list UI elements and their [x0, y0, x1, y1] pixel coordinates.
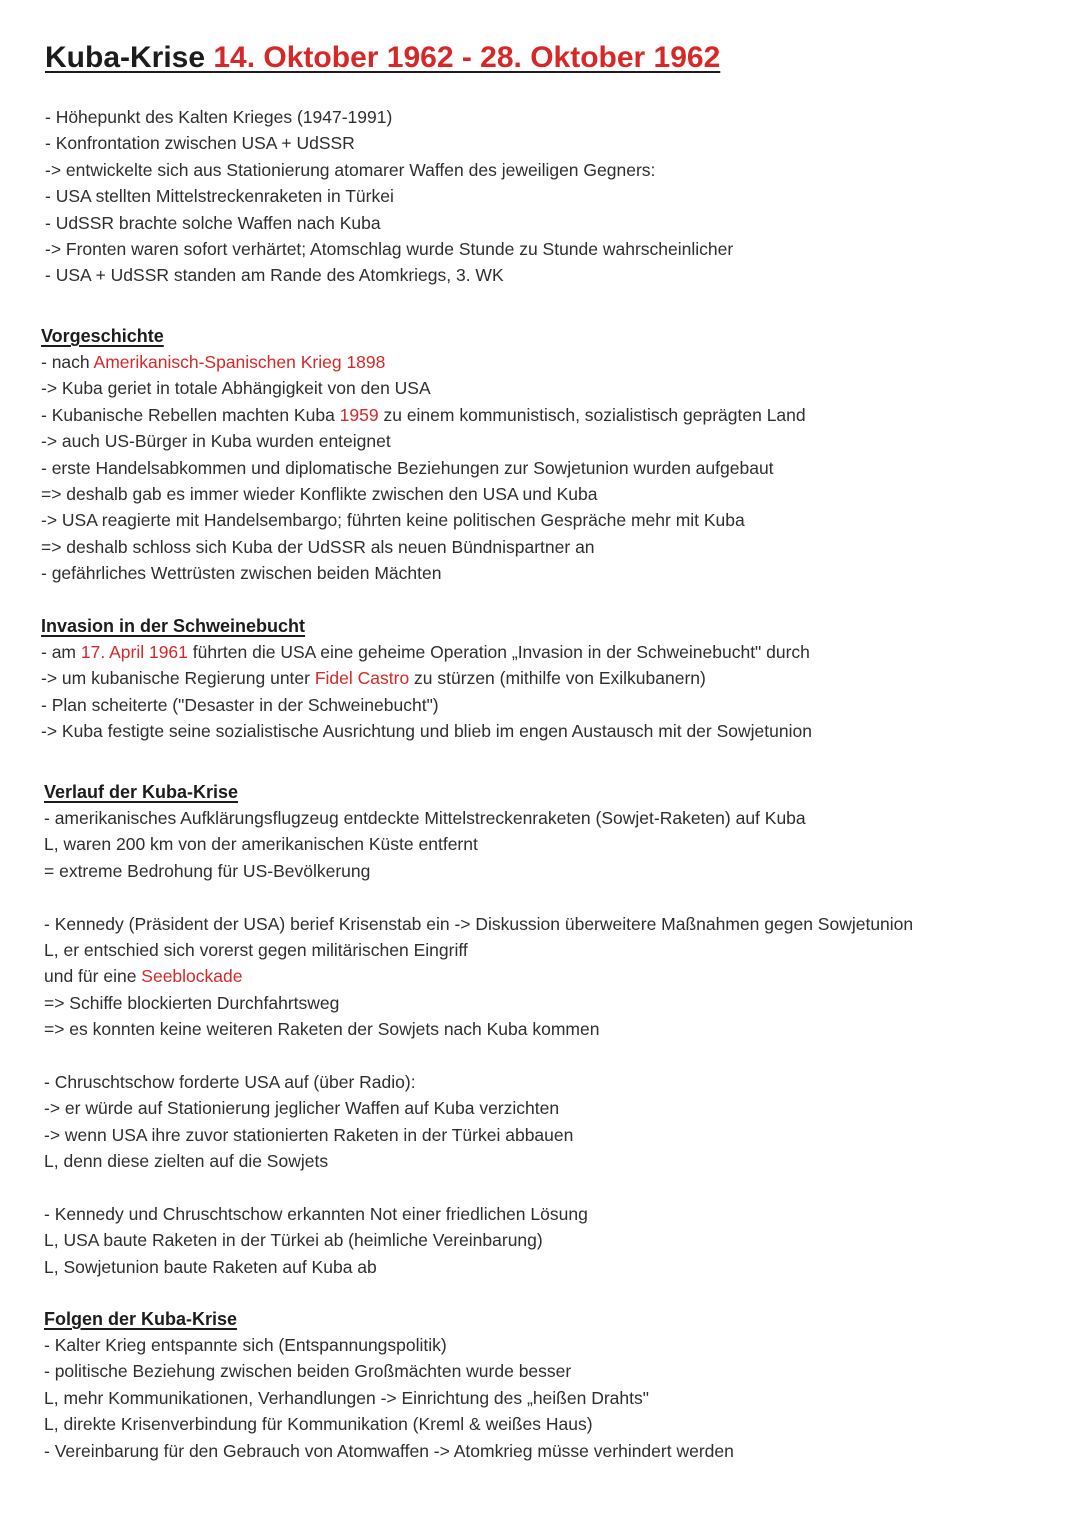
- text-line: -> auch US-Bürger in Kuba wurden enteignet: [41, 431, 391, 452]
- text-segment: - Kubanische Rebellen machten Kuba: [41, 404, 340, 425]
- text-line: L, USA baute Raketen in der Türkei ab (heimliche Vereinbarung): [44, 1230, 543, 1251]
- text-line: [41, 665, 812, 691]
- text-line: L, Sowjetunion baute Raketen auf Kuba ab: [44, 1256, 377, 1277]
- text-segment: zu einem kommunistisch, sozialistisch geprägten Land: [378, 404, 806, 425]
- section-heading-vorgeschichte: Vorgeschichte: [41, 326, 164, 346]
- text-line: -> er würde auf Stationierung jeglicher Waffen auf Kuba verzichten: [44, 1098, 560, 1119]
- text-line: [41, 639, 812, 665]
- text-line: - Kalter Krieg entspannte sich (Entspannungspolitik): [44, 1335, 447, 1355]
- text-line: [41, 402, 806, 428]
- text-line: -> wenn USA ihre zuvor stationierten Raketen in der Türkei abbauen: [44, 1124, 574, 1145]
- text-segment: - am: [41, 642, 81, 662]
- vorgeschichte-section: [41, 323, 806, 587]
- text-line: L, er entschied sich vorerst gegen militärischen Eingriff: [44, 939, 468, 960]
- text-line: [44, 963, 913, 989]
- text-line: - Plan scheiterte ("Desaster in der Schweinebucht"): [41, 694, 439, 715]
- text-line: - Vereinbarung für den Gebrauch von Atomwaffen -> Atomkrieg müsse verhindert werden: [44, 1440, 734, 1461]
- intro-line: -> entwickelte sich aus Stationierung atomarer Waffen des jeweiligen Gegners:: [45, 159, 656, 180]
- text-line: - Kennedy und Chruschtschow erkannten Not einer friedlichen Lösung: [44, 1203, 588, 1224]
- text-line: => es konnten keine weiteren Raketen der Sowjets nach Kuba kommen: [44, 1019, 600, 1040]
- intro-line: - UdSSR brachte solche Waffen nach Kuba: [45, 212, 381, 233]
- text-line: - erste Handelsabkommen und diplomatische Beziehungen zur Sowjetunion wurden aufgebaut: [41, 457, 774, 478]
- text-segment: führten die USA eine geheime Operation „Invasion in der Schweinebucht" durch: [187, 642, 810, 662]
- spacer: [44, 1043, 913, 1069]
- intro-line: - USA + UdSSR standen am Rande des Atomkriegs, 3. WK: [45, 265, 504, 286]
- text-line: - politische Beziehung zwischen beiden Großmächten wurde besser: [44, 1361, 572, 1382]
- intro-line: - USA stellten Mittelstreckenraketen in Türkei: [45, 186, 394, 207]
- section-heading-verlauf: Verlauf der Kuba-Krise: [44, 782, 239, 802]
- intro-section: [45, 104, 733, 289]
- section-heading-invasion: Invasion in der Schweinebucht: [41, 616, 306, 636]
- section-heading-folgen: Folgen der Kuba-Krise: [44, 1309, 238, 1329]
- text-line: L, denn diese zielten auf die Sowjets: [44, 1151, 329, 1172]
- spacer: [44, 884, 913, 910]
- title-main: Kuba-Krise: [45, 41, 214, 74]
- text-segment: zu stürzen (mithilfe von Exilkubanern): [409, 668, 706, 689]
- text-segment: -> um kubanische Regierung unter: [41, 668, 315, 689]
- text-line: L, waren 200 km von der amerikanischen Küste entfernt: [44, 834, 478, 855]
- text-line: -> Kuba festigte seine sozialistische Ausrichtung und blieb im engen Austausch mit der Sowjetunion: [41, 721, 812, 742]
- text-line: - Chruschtschow forderte USA auf (über Radio):: [44, 1071, 416, 1092]
- text-line: = extreme Bedrohung für US-Bevölkerung: [44, 860, 371, 881]
- title-dates: 14. Oktober 1962 - 28. Oktober 1962: [213, 41, 721, 74]
- spacer: [44, 1174, 913, 1200]
- highlight-text: Fidel Castro: [314, 668, 410, 689]
- highlight-text: 17. April 1961: [80, 642, 188, 662]
- intro-line: - Höhepunkt des Kalten Krieges (1947-1991): [45, 107, 393, 127]
- text-line: => deshalb schloss sich Kuba der UdSSR als neuen Bündnispartner an: [41, 536, 595, 557]
- text-line: L, direkte Krisenverbindung für Kommunikation (Kreml & weißes Haus): [44, 1414, 593, 1435]
- highlight-text: Seeblockade: [141, 966, 243, 987]
- text-segment: und für eine: [44, 966, 142, 987]
- highlight-text: 1959: [339, 404, 379, 425]
- invasion-section: [41, 613, 812, 745]
- text-line: - Kennedy (Präsident der USA) berief Krisenstab ein -> Diskussion überweitere Maßnahmen gegen Sowjetunion: [44, 913, 914, 934]
- intro-line: -> Fronten waren sofort verhärtet; Atomschlag wurde Stunde zu Stunde wahrscheinlicher: [45, 238, 734, 259]
- text-line: => Schiffe blockierten Durchfahrtsweg: [44, 992, 340, 1013]
- intro-line: - Konfrontation zwischen USA + UdSSR: [45, 133, 355, 154]
- highlight-text: Amerikanisch-Spanischen Krieg 1898: [93, 352, 386, 372]
- text-line: -> USA reagierte mit Handelsembargo; führten keine politischen Gespräche mehr mit Kuba: [41, 510, 745, 531]
- page-title: [45, 38, 720, 78]
- text-line: - amerikanisches Aufklärungsflugzeug entdeckte Mittelstreckenraketen (Sowjet-Raketen) auf Kuba: [44, 808, 806, 828]
- text-line: => deshalb gab es immer wieder Konflikte zwischen den USA und Kuba: [41, 483, 598, 504]
- verlauf-section: [44, 779, 913, 1280]
- folgen-section: [44, 1306, 734, 1464]
- text-segment: - nach: [41, 352, 94, 372]
- text-line: - gefährliches Wettrüsten zwischen beiden Mächten: [41, 563, 442, 584]
- text-line: [41, 349, 806, 375]
- text-line: L, mehr Kommunikationen, Verhandlungen -> Einrichtung des „heißen Drahts": [44, 1387, 649, 1408]
- text-line: -> Kuba geriet in totale Abhängigkeit von den USA: [41, 378, 431, 399]
